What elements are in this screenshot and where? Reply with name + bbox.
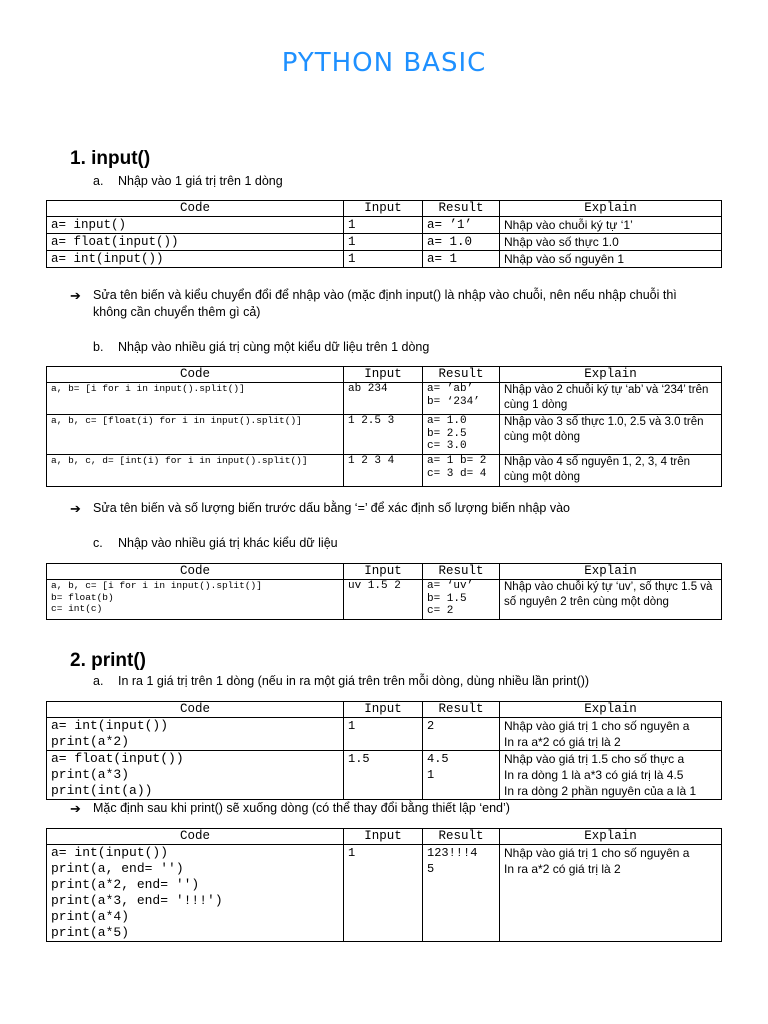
- cell-explain: Nhập vào số nguyên 1: [500, 251, 722, 268]
- cell-input: 1: [344, 234, 423, 251]
- table-row: [47, 845, 722, 942]
- cell-explain: Nhập vào chuỗi ký tự ‘uv’, số thực 1.5 và số nguyên 2 trên cùng một dòng: [500, 580, 722, 620]
- note-text: Sửa tên biến và kiểu chuyển đổi để nhập vào (mặc định input() là nhập vào chuỗi, nên nếu nhập chuỗi thì không cần chuyển thêm gì cả): [93, 288, 677, 319]
- section-heading-input: 1. input(): [70, 148, 151, 169]
- header-input: Input: [344, 564, 423, 580]
- note-text: Sửa tên biến và số lượng biến trước dấu bằng ‘=’ để xác định số lượng biến nhập vào: [93, 501, 570, 515]
- arrow-right-icon: ➔: [70, 288, 81, 303]
- note-2a: [70, 800, 710, 817]
- header-result: Result: [423, 367, 500, 383]
- cell-result: a= ‘uv’ b= 1.5 c= 2: [423, 580, 500, 620]
- note-text: Mặc định sau khi print() sẽ xuống dòng (có thể thay đổi bằng thiết lập ‘end’): [93, 801, 510, 815]
- cell-input: ab 234: [344, 383, 423, 415]
- subsection-text: In ra 1 giá trị trên 1 dòng (nếu in ra một giá trên trên mỗi dòng, dùng nhiều lần print()): [118, 674, 590, 688]
- cell-input: 1: [344, 251, 423, 268]
- cell-result: a= ’1’: [423, 217, 500, 234]
- table-row: [47, 251, 722, 268]
- note-1a: [70, 287, 710, 321]
- header-input: Input: [344, 829, 423, 845]
- table-header-row: [47, 702, 722, 718]
- table-header-row: [47, 201, 722, 217]
- cell-code: a= int(input()) print(a, end= '') print(a*2, end= '') print(a*3, end= '!!!') print(a*4) print(a*5): [47, 845, 344, 942]
- cell-result: a= ’ab’ b= ‘234’: [423, 383, 500, 415]
- cell-code: a= int(input()): [47, 251, 344, 268]
- subsection-text: Nhập vào nhiều giá trị cùng một kiểu dữ liệu trên 1 dòng: [118, 340, 430, 354]
- table-row: [47, 580, 722, 620]
- table-header-row: [47, 367, 722, 383]
- cell-code: a, b= [i for i in input().split()]: [47, 383, 344, 415]
- header-input: Input: [344, 702, 423, 718]
- cell-code: a, b, c, d= [int(i) for i in input().split()]: [47, 455, 344, 487]
- cell-code: a, b, c= [i for i in input().split()] b= float(b) c= int(c): [47, 580, 344, 620]
- subsection-label: a.: [93, 174, 104, 188]
- subsection-label: a.: [93, 674, 104, 688]
- table-row: [47, 751, 722, 800]
- table-input-single: [46, 200, 722, 268]
- cell-explain: Nhập vào 3 số thực 1.0, 2.5 và 3.0 trên cùng một dòng: [500, 415, 722, 455]
- cell-input: 1.5: [344, 751, 423, 800]
- table-row: [47, 455, 722, 487]
- cell-result: 2: [423, 718, 500, 751]
- header-explain: Explain: [500, 201, 722, 217]
- subsection-1b: [93, 340, 429, 354]
- header-code: Code: [47, 564, 344, 580]
- header-result: Result: [423, 201, 500, 217]
- table-row: [47, 415, 722, 455]
- cell-explain: Nhập vào giá trị 1.5 cho số thực a In ra dòng 1 là a*3 có giá trị là 4.5 In ra dòng 2 phần nguyên của a là 1: [500, 751, 722, 800]
- table-print-newline: [46, 701, 722, 800]
- cell-explain: Nhập vào giá trị 1 cho số nguyên a In ra a*2 có giá trị là 2: [500, 718, 722, 751]
- cell-explain: Nhập vào 4 số nguyên 1, 2, 3, 4 trên cùng một dòng: [500, 455, 722, 487]
- subsection-1a: [93, 174, 283, 188]
- header-explain: Explain: [500, 829, 722, 845]
- section-heading-print: 2. print(): [70, 650, 146, 671]
- cell-explain: Nhập vào giá trị 1 cho số nguyên a In ra a*2 có giá trị là 2: [500, 845, 722, 942]
- header-input: Input: [344, 367, 423, 383]
- subsection-2a: [93, 674, 589, 688]
- header-code: Code: [47, 367, 344, 383]
- cell-input: 1 2 3 4: [344, 455, 423, 487]
- cell-result: a= 1: [423, 251, 500, 268]
- subsection-text: Nhập vào 1 giá trị trên 1 dòng: [118, 174, 283, 188]
- subsection-label: b.: [93, 340, 104, 354]
- cell-code: a, b, c= [float(i) for i in input().split()]: [47, 415, 344, 455]
- cell-result: 4.5 1: [423, 751, 500, 800]
- note-1b: [70, 500, 710, 517]
- table-row: [47, 234, 722, 251]
- header-result: Result: [423, 702, 500, 718]
- table-row: [47, 383, 722, 415]
- header-result: Result: [423, 829, 500, 845]
- cell-input: 1: [344, 845, 423, 942]
- cell-result: 123!!!4 5: [423, 845, 500, 942]
- cell-result: a= 1.0: [423, 234, 500, 251]
- header-explain: Explain: [500, 564, 722, 580]
- cell-input: 1: [344, 718, 423, 751]
- table-header-row: [47, 564, 722, 580]
- table-input-multi-diff: [46, 563, 722, 620]
- cell-code: a= float(input()): [47, 234, 344, 251]
- table-row: [47, 217, 722, 234]
- subsection-label: c.: [93, 536, 103, 550]
- header-input: Input: [344, 201, 423, 217]
- cell-code: a= float(input()) print(a*3) print(int(a)): [47, 751, 344, 800]
- header-code: Code: [47, 702, 344, 718]
- page-title: PYTHON BASIC: [281, 48, 487, 78]
- arrow-right-icon: ➔: [70, 501, 81, 516]
- cell-code: a= input(): [47, 217, 344, 234]
- cell-input: uv 1.5 2: [344, 580, 423, 620]
- cell-result: a= 1.0 b= 2.5 c= 3.0: [423, 415, 500, 455]
- cell-explain: Nhập vào chuỗi ký tự ‘1’: [500, 217, 722, 234]
- header-code: Code: [47, 201, 344, 217]
- subsection-text: Nhập vào nhiều giá trị khác kiểu dữ liệu: [118, 536, 338, 550]
- table-header-row: [47, 829, 722, 845]
- table-print-end: [46, 828, 722, 942]
- header-result: Result: [423, 564, 500, 580]
- arrow-right-icon: ➔: [70, 801, 81, 816]
- cell-input: 1: [344, 217, 423, 234]
- table-row: [47, 718, 722, 751]
- cell-code: a= int(input()) print(a*2): [47, 718, 344, 751]
- cell-result: a= 1 b= 2 c= 3 d= 4: [423, 455, 500, 487]
- table-input-multi-same: [46, 366, 722, 487]
- subsection-1c: [93, 536, 338, 550]
- cell-explain: Nhập vào số thực 1.0: [500, 234, 722, 251]
- header-code: Code: [47, 829, 344, 845]
- cell-explain: Nhập vào 2 chuỗi ký tự ‘ab’ và ‘234’ trên cùng 1 dòng: [500, 383, 722, 415]
- header-explain: Explain: [500, 702, 722, 718]
- header-explain: Explain: [500, 367, 722, 383]
- cell-input: 1 2.5 3: [344, 415, 423, 455]
